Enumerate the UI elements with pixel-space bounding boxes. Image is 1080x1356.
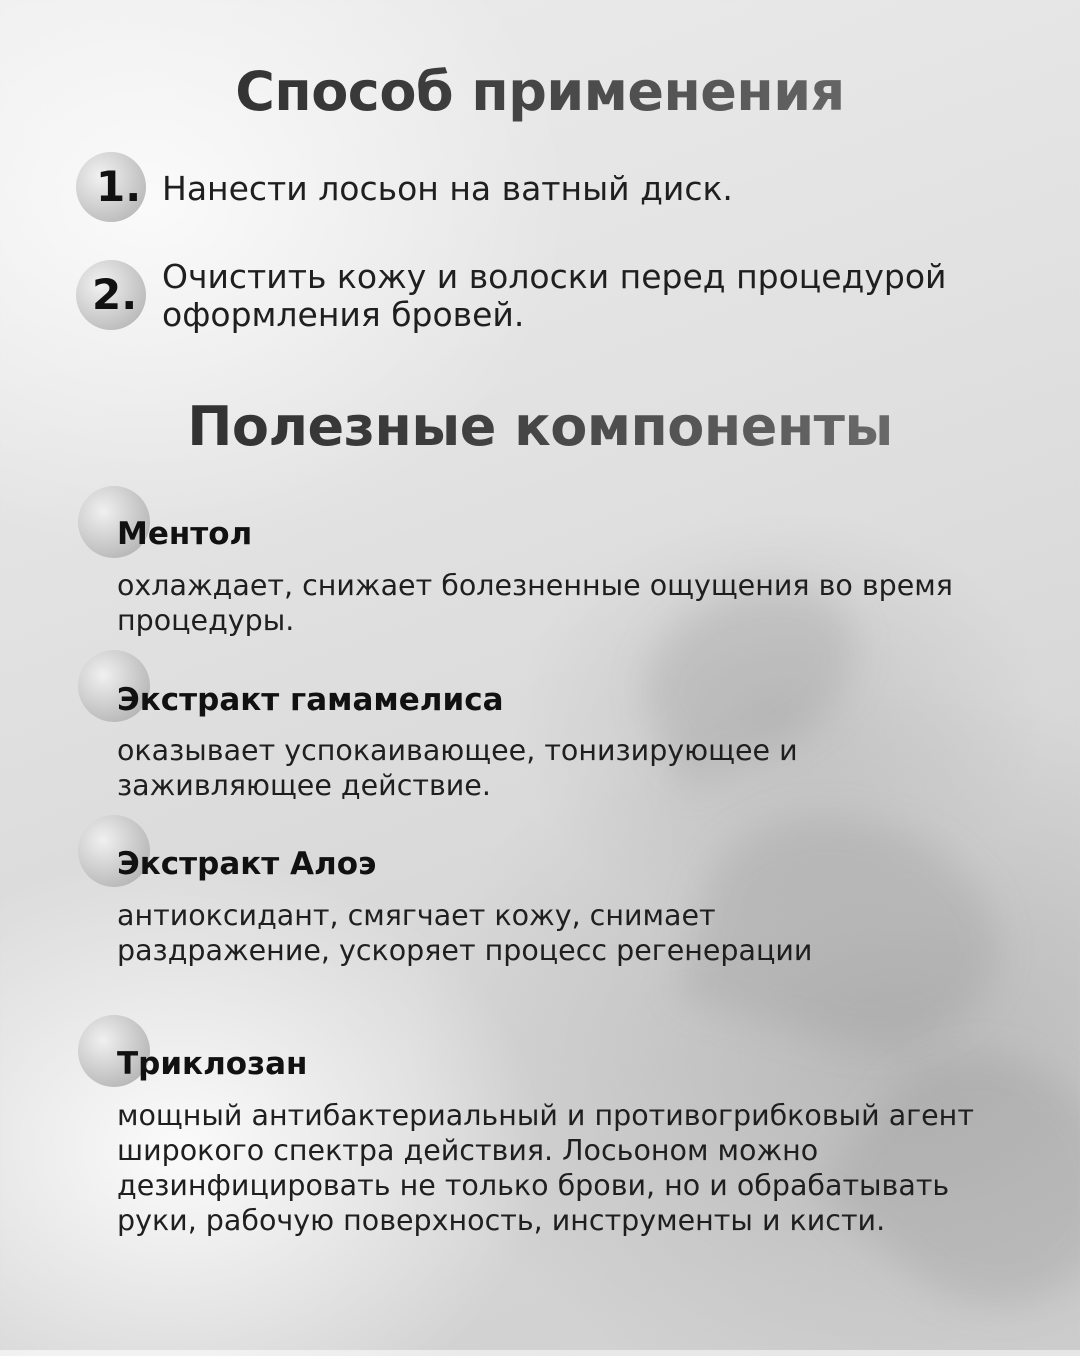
component-name: Экстракт Алоэ	[117, 846, 377, 882]
component-description: охлаждает, снижает болезненные ощущения во время процедуры.	[117, 569, 953, 637]
component-name: Экстракт гамамелиса	[117, 682, 504, 718]
step-number: 1.	[96, 162, 142, 211]
component-name: Триклозан	[117, 1046, 308, 1082]
step-text: Нанести лосьон на ватный диск.	[162, 169, 733, 208]
component-description: антиоксидант, смягчает кожу, снимает раздражение, ускоряет процесс регенерации	[117, 899, 813, 967]
step-text: Очистить кожу и волоски перед процедурой оформления бровей.	[162, 257, 947, 334]
component-description: мощный антибактериальный и противогрибковый агент широкого спектра действия. Лосьоном можно дезинфицировать не только брови, но и обрабатывать руки, рабочую поверхность, инструменты и кисти.	[117, 1099, 974, 1237]
usage-title: Способ применения	[0, 60, 1080, 123]
step-number: 2.	[92, 270, 138, 319]
component-name: Ментол	[117, 516, 253, 552]
component-description: оказывает успокаивающее, тонизирующее и заживляющее действие.	[117, 734, 798, 802]
components-title: Полезные компоненты	[0, 395, 1080, 458]
